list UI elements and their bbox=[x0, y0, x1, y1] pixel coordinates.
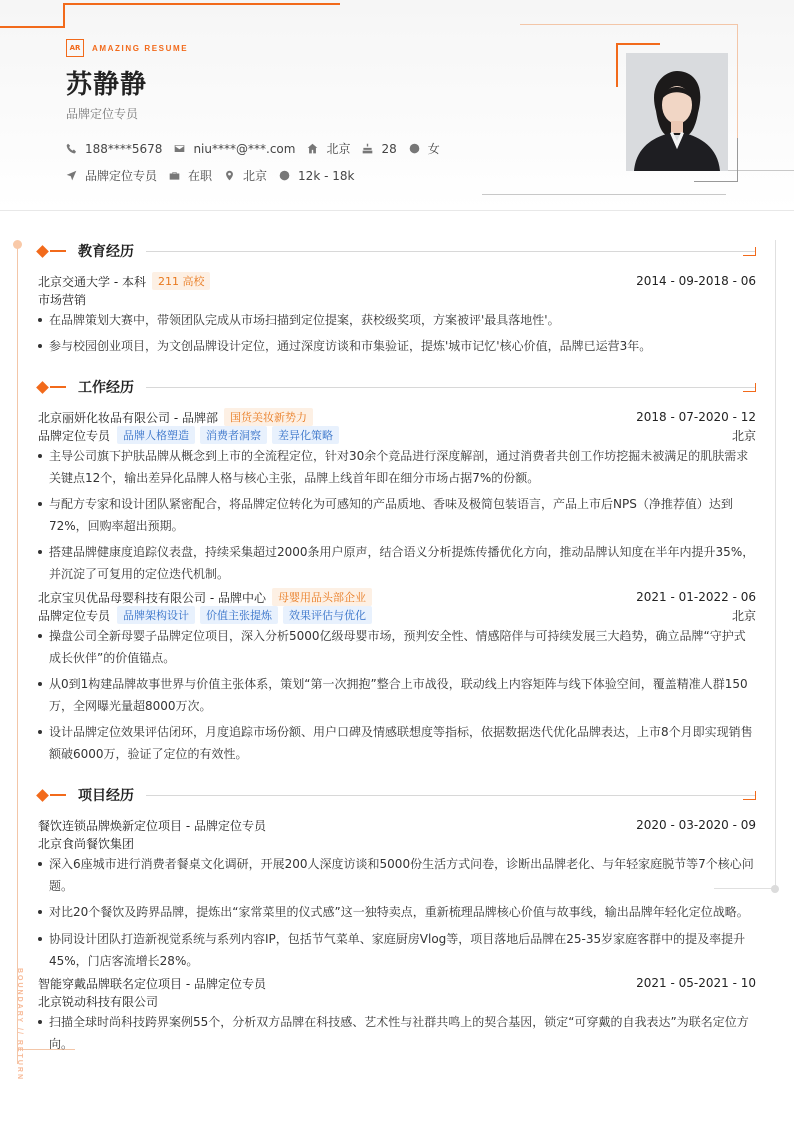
section-dash bbox=[50, 386, 66, 388]
position-name: 品牌定位专员 bbox=[38, 428, 111, 443]
project-org: 北京锐动科技有限公司 bbox=[38, 994, 159, 1009]
section-corner bbox=[743, 247, 756, 256]
briefcase-icon bbox=[169, 170, 180, 181]
list-item: 与配方专家和设计团队紧密配合，将品牌定位转化为可感知的产品质地、香味及极简包装语言，产品上市后NPS（净推荐值）达到72%，回购率超出预期。 bbox=[38, 493, 756, 537]
intent-role-text: 品牌定位专员 bbox=[85, 169, 158, 183]
company-name: 北京宝贝优品母婴科技有限公司 - 品牌中心 bbox=[38, 590, 266, 605]
header-accent-line bbox=[63, 3, 65, 28]
school-tag: 211 高校 bbox=[152, 272, 211, 290]
phone-text: 188****5678 bbox=[85, 141, 163, 156]
header-accent-line bbox=[0, 26, 64, 28]
list-item: 对比20个餐饮及跨界品牌，提炼出“家常菜里的仪式感”这一独特卖点，重新梳理品牌核心价值与故事线，输出品牌年轻化定位战略。 bbox=[38, 901, 756, 923]
section-title: 工作经历 bbox=[78, 380, 134, 396]
phone-item bbox=[66, 142, 162, 156]
section-diamond-icon bbox=[36, 381, 49, 394]
money-icon bbox=[279, 170, 290, 181]
email-text: niu****@***.com bbox=[193, 141, 296, 156]
user-icon bbox=[409, 143, 420, 154]
gender-text: 女 bbox=[427, 142, 440, 156]
section-diamond-icon bbox=[36, 789, 49, 802]
intent-row bbox=[66, 167, 366, 184]
section-divider bbox=[146, 387, 756, 388]
project-entry-header bbox=[38, 974, 756, 992]
list-item: 在品牌策划大赛中，带领团队完成从市场扫描到定位提案，获校级奖项，方案被评'最具落地性'。 bbox=[38, 309, 756, 331]
contact-row bbox=[66, 140, 452, 157]
city-text: 北京 bbox=[326, 142, 351, 156]
list-item: 扫描全球时尚科技跨界案例55个，分析双方品牌在科技感、艺术性与社群共鸣上的契合基因，锁定“可穿戴的自我表达”为联名定位方向。 bbox=[38, 1011, 756, 1055]
work-entry-header bbox=[38, 588, 756, 606]
section-dash bbox=[50, 794, 66, 796]
work-position-row bbox=[38, 606, 756, 624]
section-divider bbox=[146, 795, 756, 796]
section-title: 教育经历 bbox=[78, 244, 134, 260]
project-org: 北京食尚餐饮集团 bbox=[38, 836, 135, 851]
right-rail-dot bbox=[771, 885, 779, 893]
list-item: 搭建品牌健康度追踪仪表盘，持续采集超过2000条用户原声，结合语义分析提炼传播优化方向，推动品牌认知度在半年内提升35%，并沉淀了可复用的定位迭代机制。 bbox=[38, 541, 756, 585]
intent-city-text: 北京 bbox=[243, 169, 268, 183]
company-tag: 母婴用品头部企业 bbox=[272, 588, 372, 606]
project-org-row bbox=[38, 992, 756, 1010]
email-item bbox=[174, 142, 295, 156]
intent-role-item bbox=[66, 167, 157, 184]
work-location: 北京 bbox=[731, 608, 756, 623]
candidate-name: 苏静静 bbox=[66, 70, 148, 100]
skill-tag: 品牌人格塑造 bbox=[117, 426, 195, 444]
project-date: 2020 - 03-2020 - 09 bbox=[636, 818, 756, 832]
mail-icon bbox=[174, 143, 185, 154]
status-item bbox=[169, 167, 212, 184]
section-corner bbox=[743, 383, 756, 392]
skill-tag: 品牌架构设计 bbox=[117, 606, 195, 624]
candidate-role: 品牌定位专员 bbox=[66, 107, 139, 121]
work-location: 北京 bbox=[731, 428, 756, 443]
list-item: 操盘公司全新母婴子品牌定位项目，深入分析5000亿级母婴市场，预判安全性、情感陪伴与可持续发展三大趋势，确立品牌“守护式成长伙伴”的价值锚点。 bbox=[38, 625, 756, 669]
skill-tag: 差异化策略 bbox=[272, 426, 339, 444]
work-date: 2021 - 01-2022 - 06 bbox=[636, 590, 756, 604]
company-name: 北京丽妍化妆品有限公司 - 品牌部 bbox=[38, 410, 218, 425]
age-item bbox=[362, 142, 396, 156]
list-item: 从0到1构建品牌故事世界与价值主张体系，策划“第一次拥抱”整合上市战役，联动线上内容矩阵与线下体验空间，覆盖精准人群150万，全网曝光量超8000万次。 bbox=[38, 673, 756, 717]
project-entry-header bbox=[38, 816, 756, 834]
location-icon bbox=[224, 170, 235, 181]
header-accent-line bbox=[63, 3, 340, 5]
skill-tag: 效果评估与优化 bbox=[283, 606, 372, 624]
gender-item bbox=[409, 140, 440, 157]
education-date: 2014 - 09-2018 - 06 bbox=[636, 274, 756, 288]
section-title: 项目经历 bbox=[78, 788, 134, 804]
intent-city-item bbox=[224, 167, 267, 184]
vertical-watermark: BOUNDARY // RETURN bbox=[16, 968, 23, 1082]
education-entry-header bbox=[38, 272, 756, 290]
section-work-header bbox=[37, 377, 756, 397]
section-diamond-icon bbox=[36, 245, 49, 258]
phone-icon bbox=[66, 143, 77, 154]
home-icon bbox=[307, 143, 318, 154]
status-text: 在职 bbox=[188, 169, 213, 183]
right-rail bbox=[775, 240, 776, 890]
salary-item bbox=[279, 169, 354, 183]
photo-frame-line bbox=[520, 24, 738, 25]
skill-tag: 价值主张提炼 bbox=[200, 606, 278, 624]
send-icon bbox=[66, 170, 77, 181]
work-entry-header bbox=[38, 408, 756, 426]
project-name: 智能穿戴品牌联名定位项目 - 品牌定位专员 bbox=[38, 976, 266, 991]
section-education-header bbox=[37, 241, 756, 261]
brand bbox=[66, 39, 188, 57]
city-item bbox=[307, 140, 350, 157]
photo-frame-corner bbox=[694, 138, 738, 182]
list-item: 主导公司旗下护肤品牌从概念到上市的全流程定位，针对30余个竞品进行深度解剖，通过消费者共创工作坊挖掘未被满足的肌肤需求关键点12个，输出差异化品牌人格与核心主张，品牌上线首年即在细分市场占据7%的份额。 bbox=[38, 445, 756, 489]
cake-icon bbox=[362, 143, 373, 154]
left-rail bbox=[17, 244, 18, 1064]
position-name: 品牌定位专员 bbox=[38, 608, 111, 623]
major-name: 市场营销 bbox=[38, 292, 87, 307]
list-item: 协同设计团队打造新视觉系统与系列内容IP，包括节气菜单、家庭厨房Vlog等，项目落地后品牌在25-35岁家庭客群中的提及率提升45%，门店客流增长28%。 bbox=[38, 928, 756, 972]
project-date: 2021 - 05-2021 - 10 bbox=[636, 976, 756, 990]
salary-text: 12k - 18k bbox=[298, 168, 355, 183]
section-dash bbox=[50, 250, 66, 252]
work-date: 2018 - 07-2020 - 12 bbox=[636, 410, 756, 424]
list-item: 参与校园创业项目，为文创品牌设计定位，通过深度访谈和市集验证，提炼'城市记忆'核心价值，品牌已运营3年。 bbox=[38, 335, 756, 357]
skill-tag: 消费者洞察 bbox=[200, 426, 267, 444]
project-org-row bbox=[38, 834, 756, 852]
brand-logo: AR bbox=[66, 39, 84, 57]
project-name: 餐饮连锁品牌焕新定位项目 - 品牌定位专员 bbox=[38, 818, 266, 833]
list-item: 设计品牌定位效果评估闭环，月度追踪市场份额、用户口碑及情感联想度等指标，依据数据迭代优化品牌表达，上市8个月即实现销售额破6000万，验证了定位的有效性。 bbox=[38, 721, 756, 765]
section-projects-header bbox=[37, 785, 756, 805]
section-divider bbox=[146, 251, 756, 252]
education-major-row bbox=[38, 290, 756, 308]
left-rail-dot bbox=[13, 240, 22, 249]
age-text: 28 bbox=[381, 141, 397, 156]
photo-frame-corner bbox=[616, 43, 618, 87]
work-position-row bbox=[38, 426, 756, 444]
resume-header bbox=[0, 0, 794, 211]
photo-frame-line bbox=[482, 194, 726, 195]
company-tag: 国货美妆新势力 bbox=[224, 408, 313, 426]
brand-text: AMAZING RESUME bbox=[92, 43, 189, 53]
list-item: 深入6座城市进行消费者餐桌文化调研，开展200人深度访谈和5000份生活方式问卷，诊断出品牌老化、与年轻家庭脱节等7个核心问题。 bbox=[38, 853, 756, 897]
section-corner bbox=[743, 791, 756, 800]
school-name: 北京交通大学 - 本科 bbox=[38, 274, 146, 289]
photo-frame-corner bbox=[616, 43, 660, 45]
